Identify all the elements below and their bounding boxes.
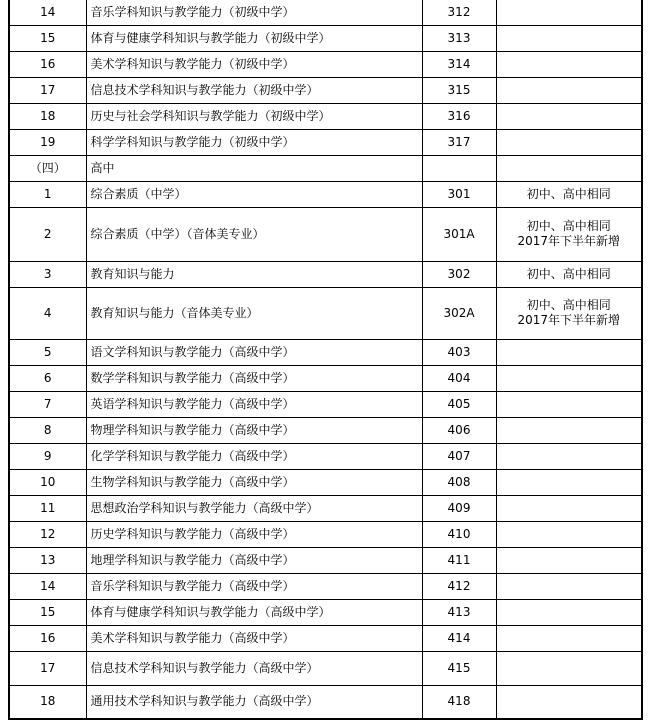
subject-code: 314 [422,51,496,77]
remark [496,599,642,625]
row-number: 12 [9,521,86,547]
remark-line: 2017年下半年新增 [517,313,621,327]
subject-code: 415 [422,651,496,685]
table-row [9,0,642,25]
row-number: 18 [9,685,86,719]
table-row [9,573,642,599]
subject-code: 312 [422,0,496,25]
table-row [9,287,642,339]
table-row [9,25,642,51]
remark [496,469,642,495]
table-body [9,0,642,719]
subject-code: 313 [422,25,496,51]
table-row [9,261,642,287]
table-row [9,103,642,129]
exam-subject-table [8,0,643,720]
subject-name: 历史学科知识与教学能力（高级中学） [86,521,422,547]
subject-code: 403 [422,339,496,365]
row-number: 5 [9,339,86,365]
remark [496,625,642,651]
subject-code: 412 [422,573,496,599]
subject-code: 404 [422,365,496,391]
subject-name: 音乐学科知识与教学能力（初级中学） [86,0,422,25]
section-title: 高中 [86,155,422,181]
remark [496,443,642,469]
table-row [9,51,642,77]
subject-code: 410 [422,521,496,547]
subject-code: 408 [422,469,496,495]
row-number: 1 [9,181,86,207]
table-row [9,77,642,103]
table-row [9,599,642,625]
row-number: 9 [9,443,86,469]
remark [496,51,642,77]
row-number: 11 [9,495,86,521]
remark [496,391,642,417]
subject-name: 思想政治学科知识与教学能力（高级中学） [86,495,422,521]
remark [496,129,642,155]
table-row [9,417,642,443]
subject-name: 信息技术学科知识与教学能力（高级中学） [86,651,422,685]
subject-code [422,155,496,181]
subject-code: 418 [422,685,496,719]
table-row [9,129,642,155]
subject-code: 411 [422,547,496,573]
subject-code: 302A [422,287,496,339]
table-row [9,207,642,261]
subject-name: 体育与健康学科知识与教学能力（初级中学） [86,25,422,51]
row-number: 10 [9,469,86,495]
subject-code: 406 [422,417,496,443]
table-row [9,391,642,417]
subject-name: 物理学科知识与教学能力（高级中学） [86,417,422,443]
remark [496,77,642,103]
subject-name: 教育知识与能力 [86,261,422,287]
subject-name: 化学学科知识与教学能力（高级中学） [86,443,422,469]
table-row [9,651,642,685]
section-number: （四） [9,155,86,181]
row-number: 17 [9,651,86,685]
row-number: 19 [9,129,86,155]
subject-name: 语文学科知识与教学能力（高级中学） [86,339,422,365]
table-row [9,521,642,547]
remark [496,287,642,339]
subject-code: 301A [422,207,496,261]
row-number: 14 [9,573,86,599]
subject-name: 综合素质（中学）（音体美专业） [86,207,422,261]
subject-code: 301 [422,181,496,207]
subject-name: 历史与社会学科知识与教学能力（初级中学） [86,103,422,129]
remark [496,651,642,685]
row-number: 6 [9,365,86,391]
subject-name: 教育知识与能力（音体美专业） [86,287,422,339]
subject-code: 315 [422,77,496,103]
remark [496,547,642,573]
remark-line: 2017年下半年新增 [517,234,621,248]
row-number: 4 [9,287,86,339]
remark [496,103,642,129]
remark [496,155,642,181]
row-number: 16 [9,625,86,651]
row-number: 14 [9,0,86,25]
remark-line: 初中、高中相同 [526,219,611,233]
row-number: 13 [9,547,86,573]
subject-name: 通用技术学科知识与教学能力（高级中学） [86,685,422,719]
remark [496,521,642,547]
subject-name: 科学学科知识与教学能力（初级中学） [86,129,422,155]
subject-code: 316 [422,103,496,129]
subject-name: 信息技术学科知识与教学能力（初级中学） [86,77,422,103]
table-row [9,495,642,521]
subject-name: 地理学科知识与教学能力（高级中学） [86,547,422,573]
remark [496,495,642,521]
table-row [9,365,642,391]
row-number: 16 [9,51,86,77]
remark-line: 初中、高中相同 [526,298,611,312]
table-row [9,181,642,207]
subject-code: 407 [422,443,496,469]
row-number: 18 [9,103,86,129]
remark [496,339,642,365]
row-number: 8 [9,417,86,443]
row-number: 7 [9,391,86,417]
table-row [9,469,642,495]
subject-name: 综合素质（中学） [86,181,422,207]
section-row [9,155,642,181]
subject-name: 生物学科知识与教学能力（高级中学） [86,469,422,495]
remark [496,25,642,51]
row-number: 2 [9,207,86,261]
subject-code: 405 [422,391,496,417]
remark [496,417,642,443]
row-number: 15 [9,599,86,625]
subject-code: 317 [422,129,496,155]
remark: 初中、高中相同 [496,181,642,207]
remark [496,207,642,261]
subject-code: 409 [422,495,496,521]
table-row [9,339,642,365]
remark [496,573,642,599]
subject-name: 英语学科知识与教学能力（高级中学） [86,391,422,417]
row-number: 3 [9,261,86,287]
remark [496,365,642,391]
remark [496,0,642,25]
subject-code: 414 [422,625,496,651]
table-row [9,625,642,651]
table-row [9,547,642,573]
subject-code: 302 [422,261,496,287]
remark: 初中、高中相同 [496,261,642,287]
subject-name: 体育与健康学科知识与教学能力（高级中学） [86,599,422,625]
row-number: 15 [9,25,86,51]
subject-name: 美术学科知识与教学能力（高级中学） [86,625,422,651]
subject-code: 413 [422,599,496,625]
row-number: 17 [9,77,86,103]
table-row [9,443,642,469]
subject-name: 数学学科知识与教学能力（高级中学） [86,365,422,391]
table-row [9,685,642,719]
subject-name: 美术学科知识与教学能力（初级中学） [86,51,422,77]
remark [496,685,642,719]
subject-name: 音乐学科知识与教学能力（高级中学） [86,573,422,599]
